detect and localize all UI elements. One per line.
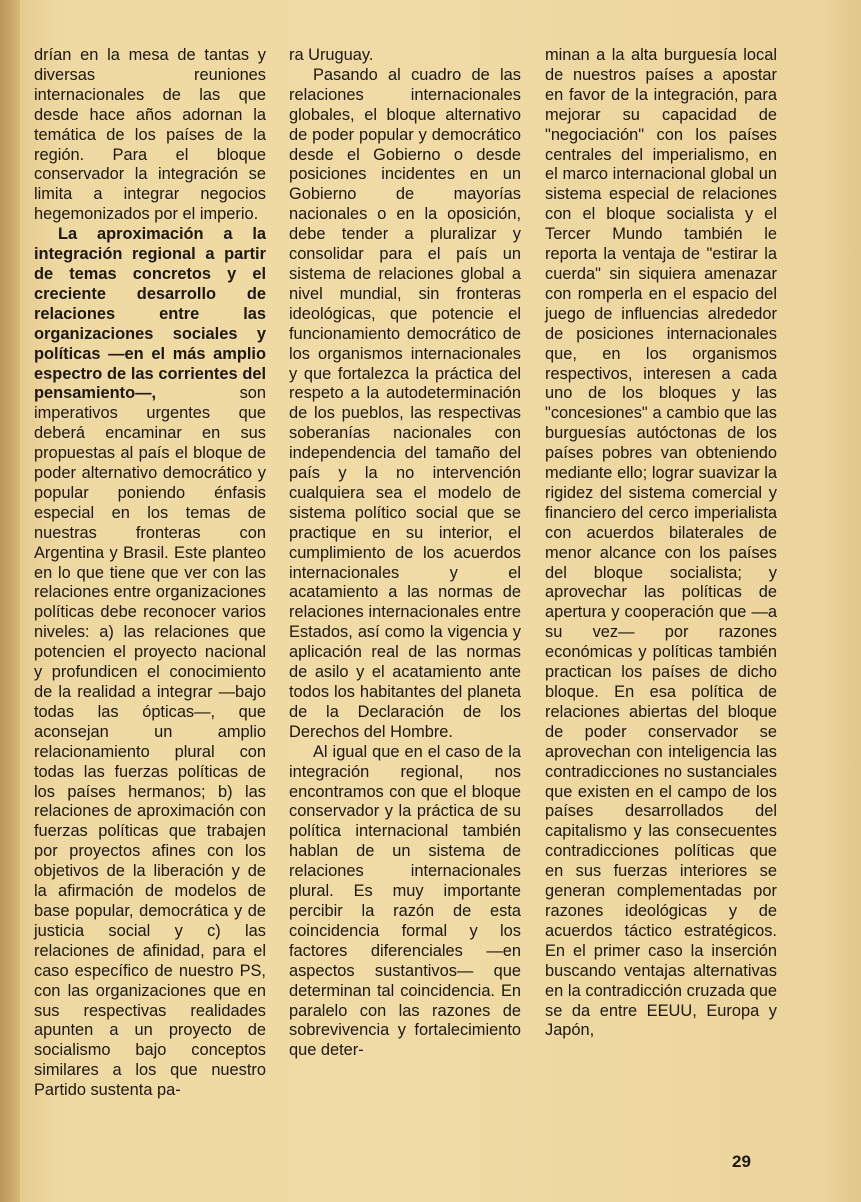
text-column-3 <box>545 46 777 1041</box>
paragraph-text: drían en la mesa de tantas y diversas reuniones internacionales de las que desde hace años adornan la temática de los países de la región. Para el bloque conservador la integración se limita a integrar negocios hegemonizados por el imperio. <box>34 46 266 224</box>
text-column-1 <box>34 46 266 1101</box>
paragraph <box>34 225 266 1101</box>
paragraph <box>289 66 521 743</box>
page-number: 29 <box>732 1152 751 1171</box>
paragraph-text: Al igual que en el caso de la integración regional, nos encontramos con que el bloque conservador y la práctica de su política internacional también hablan de un sistema de relaciones internacionales plural. Es muy importante percibir la razón de esta coincidencia formal y los factores diferenciales —en aspectos sustantivos— que determinan tal coincidencia. En paralelo con las razones de sobrevivencia y fortalecimiento que deter- <box>289 742 521 1060</box>
paragraph-bold-lead: La aproximación a la integración regional a partir de temas concretos y el creciente desarrollo de relaciones entre las organizaciones sociales y políticas —en el más amplio espectro de las corrientes del pensamiento—, <box>34 225 266 403</box>
page-spine-shadow <box>0 0 20 1202</box>
paragraph-text: minan a la alta burguesía local de nuestros países a apostar en favor de la integración, para mejorar su capacidad de "negociación" con los países centrales del imperialismo, en el marco internacional global un sistema especial de relaciones con el bloque socialista y el Tercer Mundo también le reporta la ventaja de "estirar la cuerda" sin siquiera amenazar con romperla en el espacio del juego de influencias alrededor de posiciones internacionales que, en los organismos respectivos, interesen a cada uno de los bloques y las "concesiones" a cambio que las burguesías autóctonas de los países pobres van obteniendo mediante ello; lograr suavizar la rigidez del sistema comercial y financiero del cerco imperialista con acuerdos bilaterales de menor alcance con los países del bloque socialista; y aprovechar las políticas de apertura y cooperación que —a su vez— por razones económicas y políticas también practican los países de dicho bloque. En esa política de relaciones abiertas del bloque de poder conservador se aprovechan con inteligencia las contradicciones no sustanciales que existen en el campo de los países desarrollados del capitalismo y las consecuentes contradicciones políticas que en sus fuerzas interiores se generan complementadas por razones ideológicas y de acuerdos táctico estratégicos. En el primer caso la inserción buscando ventajas alternativas en la contradicción cruzada que se da entre EEUU, Europa y Japón, <box>545 46 777 1040</box>
paragraph-text: Pasando al cuadro de las relaciones internacionales globales, el bloque alternativo de poder popular y democrático desde el Gobierno o desde posiciones incidentes en un Gobierno de mayorías nacionales o en la oposición, debe tender a pluralizar y consolidar para el país un sistema de relaciones global a nivel mundial, sin fronteras ideológicas, que potencie el funcionamiento democrático de los organismos internacionales y que fortalezca la práctica del respeto a la autodeterminación de los pueblos, las respectivas soberanías nacionales con independencia del tamaño del país y la no intervención cualquiera sea el modelo de sistema político social que se practique en su interior, el cumplimiento de los acuerdos internacionales y el acatamiento a las normas de relaciones internacionales entre Estados, así como la vigencia y aplicación real de las normas de asilo y el acatamiento ante todos los habitantes del planeta de la Declaración de los Derechos del Hombre. <box>289 65 521 741</box>
paragraph-text: ra Uruguay. <box>289 46 374 64</box>
paragraph <box>289 743 521 1062</box>
text-column-2 <box>289 46 521 1061</box>
paragraph <box>545 46 777 1041</box>
paragraph-text: son imperativos urgentes que deberá encaminar en sus propuestas al país el bloque de poder alternativo democrático y popular poniendo énfasis especial en los temas de nuestras fronteras con Argentina y Brasil. Este planteo en lo que tiene que ver con las relaciones entre organizaciones políticas debe reconocer varios niveles: a) las relaciones que potencien el proyecto nacional y profundicen el conocimiento de la realidad a integrar —bajo todas las ópticas—, que aconsejan un amplio relacionamiento plural con todas las fuerzas políticas de los países hermanos; b) las relaciones de aproximación con fuerzas políticas que trabajen por proyectos afines con los objetivos de la liberación y de la afirmación de modelos de base popular, democrática y de justicia social y c) las relaciones de afinidad, para el caso específico de nuestro PS, con las organizaciones que en sus respectivas realidades apunten a un proyecto de socialismo bajo conceptos similares a los que nuestro Partido sustenta pa- <box>34 384 266 1100</box>
paragraph <box>34 46 266 225</box>
paragraph <box>289 46 521 66</box>
